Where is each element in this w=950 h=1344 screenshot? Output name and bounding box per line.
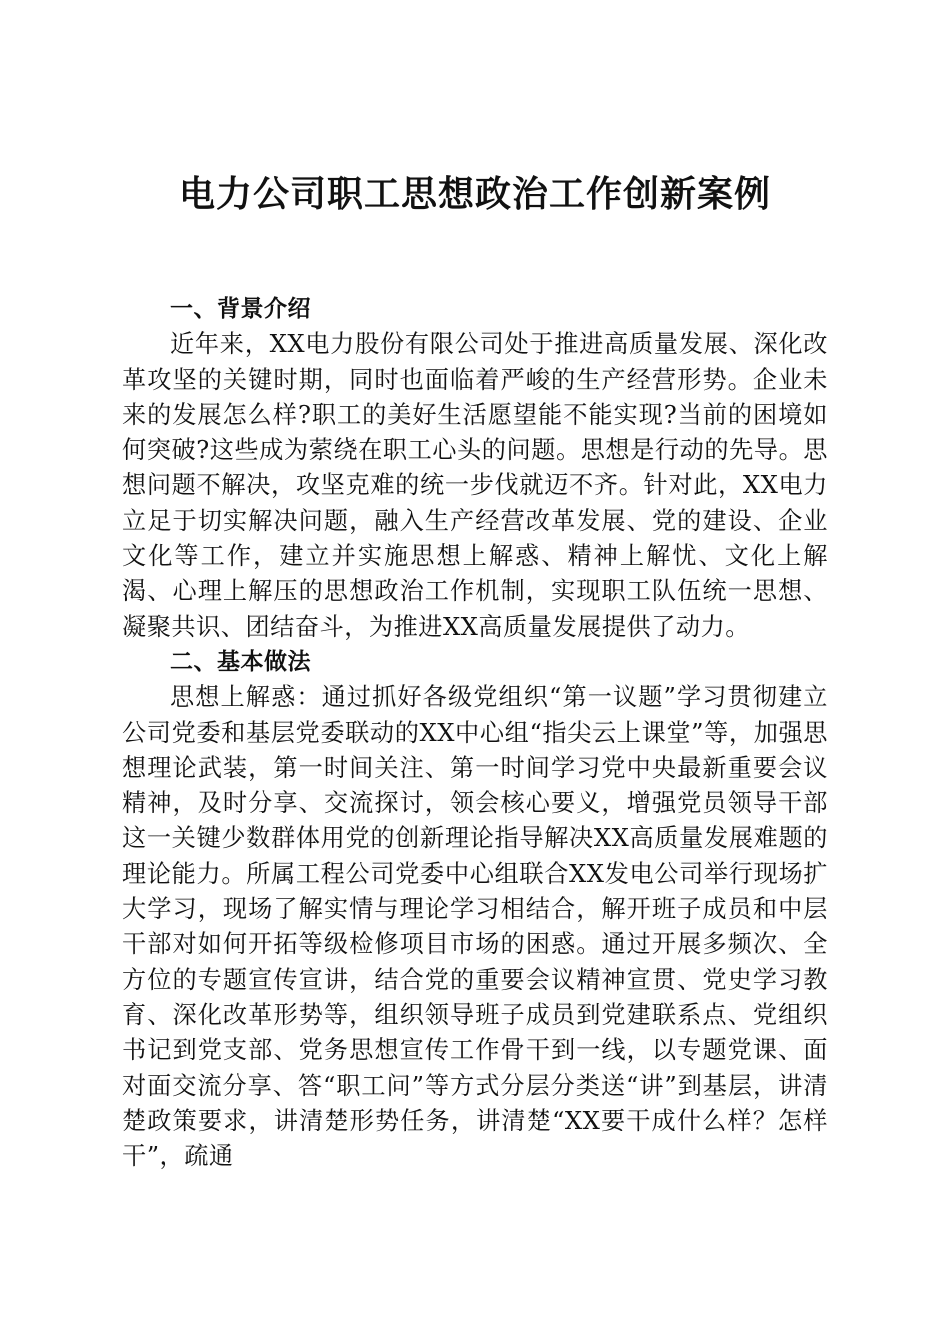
- section-heading: 一、背景介绍: [170, 296, 311, 322]
- section-practices: [122, 645, 828, 1174]
- paragraph: 思想上解惑：通过抓好各级党组织“第一议题”学习贯彻建立公司党委和基层党委联动的XX中心组“指尖云上课堂”等，加强思想理论武装，第一时间关注、第一时间学习党中央最新重要会议精神，及时分享、交流探讨，领会核心要义，增强党员领导干部这一关键少数群体用党的创新理论指导解决XX高质量发展难题的理论能力。所属工程公司党委中心组联合XX发电公司举行现场扩大学习，现场了解实情与理论学习相结合，解开班子成员和中层干部对如何开拓等级检修项目市场的困惑。通过开展多频次、全方位的专题宣传宣讲，结合党的重要会议精神宣贯、党史学习教育、深化改革形势等，组织领导班子成员到党建联系点、党组织书记到党支部、党务思想宣传工作骨干到一线，以专题党课、面对面交流分享、答“职工问”等方式分层分类送“讲”到基层，讲清楚政策要求，讲清楚形势任务，讲清楚“XX要干成什么样？怎样干”，疏通: [122, 683, 828, 1171]
- document-body: [122, 292, 828, 1174]
- paragraph: 近年来，XX电力股份有限公司处于推进高质量发展、深化改革攻坚的关键时期，同时也面临着严峻的生产经营形势。企业未来的发展怎么样?职工的美好生活愿望能不能实现?当前的困境如何突破?这些成为萦绕在职工心头的问题。思想是行动的先导。思想问题不解决，攻坚克难的统一步伐就迈不齐。针对此，XX电力立足于切实解决问题，融入生产经营改革发展、党的建设、企业文化等工作，建立并实施思想上解惑、精神上解忧、文化上解渴、心理上解压的思想政治工作机制，实现职工队伍统一思想、凝聚共识、团结奋斗，为推进XX高质量发展提供了动力。: [122, 330, 828, 641]
- section-heading: 二、基本做法: [170, 648, 311, 675]
- document-title: 电力公司职工思想政治工作创新案例: [178, 173, 771, 215]
- section-background: [122, 292, 828, 645]
